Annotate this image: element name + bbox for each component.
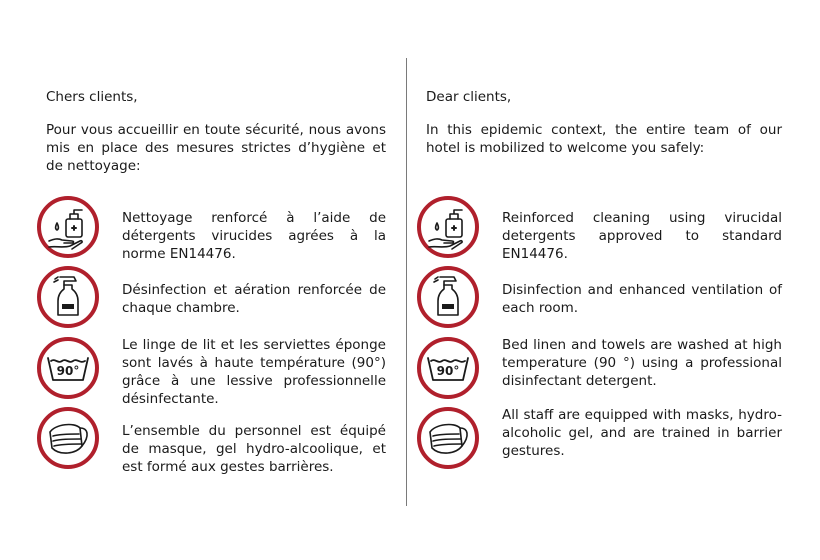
- wash-90-icon: [416, 336, 480, 400]
- english-item-cleaning-text: Reinforced cleaning using virucidal detergents approved to standard EN14476.: [502, 210, 782, 262]
- sanitizer-hand-icon: [416, 195, 480, 259]
- french-item-linen-text: Le linge de lit et les serviettes éponge sont lavés à haute température (90°) grâce à une lessive professionnelle désinfectante.: [122, 337, 386, 407]
- spray-bottle-icon: [36, 265, 100, 329]
- french-item-disinfection-text: Désinfection et aération renforcée de chaque chambre.: [122, 282, 386, 316]
- english-item-disinfection-text: Disinfection and enhanced ventilation of each room.: [502, 282, 782, 316]
- sanitizer-hand-icon: [36, 195, 100, 259]
- english-greeting: Dear clients,: [426, 89, 512, 105]
- spray-bottle-icon: [416, 265, 480, 329]
- english-item-linen-text: Bed linen and towels are washed at high temperature (90 °) using a professional disinfectant detergent.: [502, 337, 782, 389]
- french-intro: Pour vous accueillir en toute sécurité, nous avons mis en place des mesures strictes d’hygiène et de nettoyage:: [46, 122, 386, 174]
- french-greeting: Chers clients,: [46, 89, 138, 105]
- french-item-staff-text: L’ensemble du personnel est équipé de masque, gel hydro-alcoolique, et est formé aux gestes barrières.: [122, 423, 386, 475]
- column-divider: [406, 58, 407, 506]
- french-item-cleaning-text: Nettoyage renforcé à l’aide de détergents virucides agrées à la norme EN14476.: [122, 210, 386, 262]
- wash-temperature-label: 90°: [436, 364, 460, 378]
- english-item-staff-text: All staff are equipped with masks, hydro-alcoholic gel, and are trained in barrier gestures.: [502, 407, 782, 459]
- face-mask-icon: [36, 406, 100, 470]
- wash-90-icon: [36, 336, 100, 400]
- face-mask-icon: [416, 406, 480, 470]
- english-intro: In this epidemic context, the entire team of our hotel is mobilized to welcome you safely:: [426, 122, 782, 156]
- wash-temperature-label: 90°: [56, 364, 80, 378]
